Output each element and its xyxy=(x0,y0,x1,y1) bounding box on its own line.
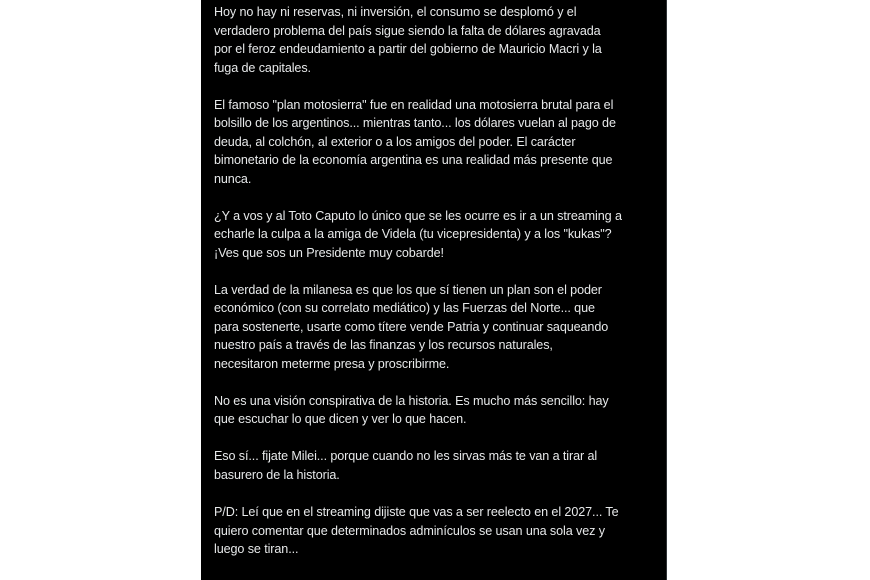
post-text xyxy=(214,3,664,559)
post-paragraph-7: P/D: Leí que en el streaming dijiste que vas a ser reelecto en el 2027... Te quiero comentar que determinados adminículos se usan una sola vez y luego se tiran... xyxy=(214,505,619,557)
post-paragraph-4: La verdad de la milanesa es que los que sí tienen un plan son el poder económico (con su correlato mediático) y las Fuerzas del Norte... que para sostenerte, usarte como títere vende Patria y continuar saqueando nuestro país a través de las finanzas y los recursos naturales, necesitaron meterme presa y proscribirme. xyxy=(214,282,609,371)
post-paragraph-6: Eso sí... fijate Milei... porque cuando no les sirvas más te van a tirar al basurero de la historia. xyxy=(214,449,598,482)
post-panel xyxy=(201,0,667,580)
post-paragraph-3: ¿Y a vos y al Toto Caputo lo único que se les ocurre es ir a un streaming a echarle la culpa a la amiga de Videla (tu vicepresidenta) y a los "kukas"? ¡Ves que sos un Presidente muy cobarde! xyxy=(214,208,622,260)
post-paragraph-5: No es una visión conspirativa de la historia. Es mucho más sencillo: hay que escuchar lo que dicen y ver lo que hacen. xyxy=(214,393,609,427)
post-paragraph-1: Hoy no hay ni reservas, ni inversión, el consumo se desplomó y el verdadero problema del país sigue siendo la falta de dólares agravada por el feroz endeudamiento a partir del gobierno de Mauricio Macri y la fuga de capitales. xyxy=(214,5,602,75)
post-paragraph-2: El famoso "plan motosierra" fue en realidad una motosierra brutal para el bolsillo de los argentinos... mientras tanto... los dólares vuelan al pago de deuda, al colchón, al exterior o a los amigos del poder. El carácter bimonetario de la economía argentina es una realidad más presente que nunca. xyxy=(214,97,616,186)
